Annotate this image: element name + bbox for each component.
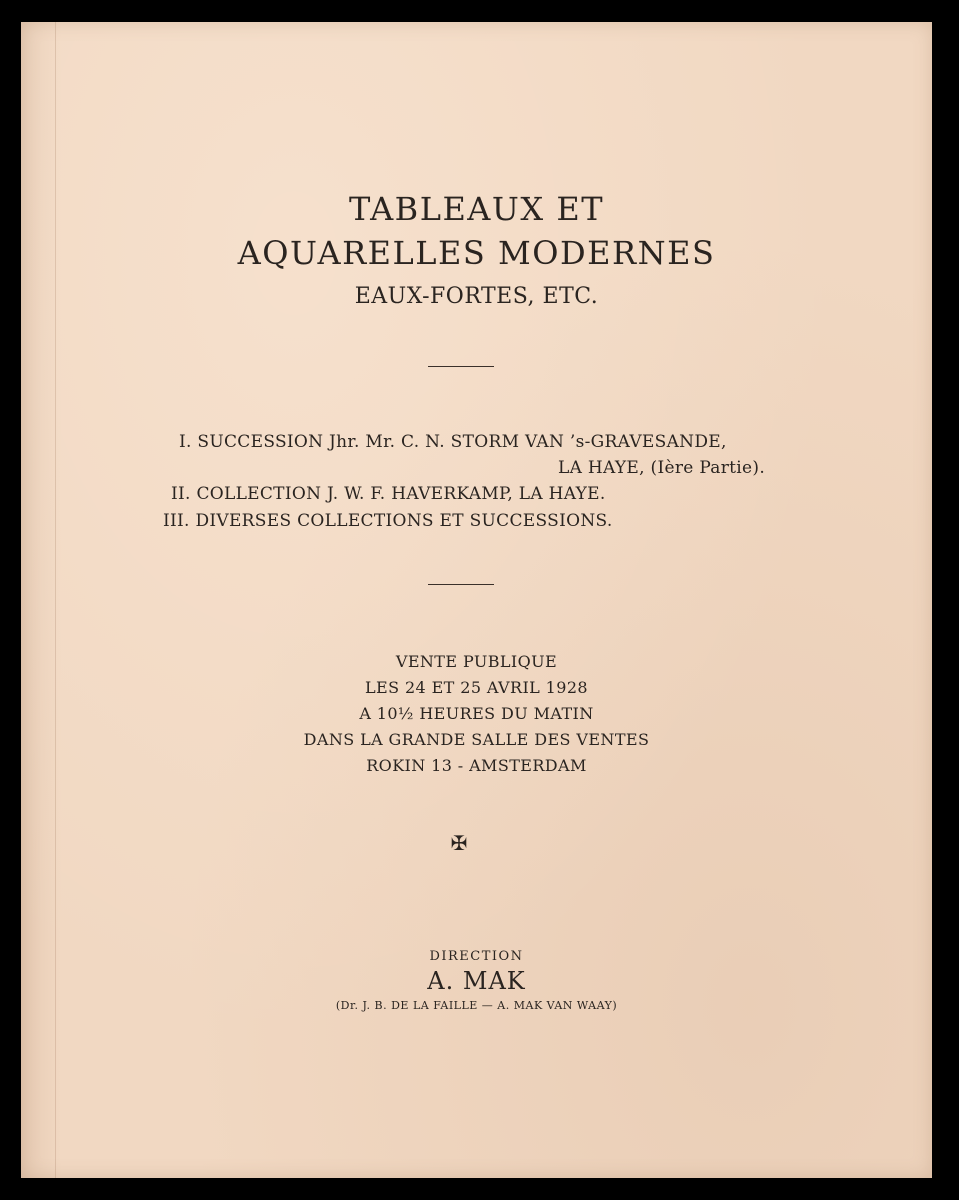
catalogue-cover [21,22,932,1178]
collection-item-1-continued: LA HAYE, (Ière Partie). [558,458,766,478]
sale-time: A 10½ HEURES DU MATIN [359,704,594,723]
title-line-1: TABLEAUX ET [348,190,605,228]
sale-address: ROKIN 13 - AMSTERDAM [366,756,587,775]
direction-label: DIRECTION [429,949,524,964]
title-line-2: AQUARELLES MODERNES [237,234,716,272]
divider-rule-bottom [428,584,494,585]
direction-name: A. MAK [427,967,526,995]
fleuron-ornament-icon: ✠ [450,831,468,855]
sale-dates: LES 24 ET 25 AVRIL 1928 [365,678,588,697]
sale-heading: VENTE PUBLIQUE [395,652,558,671]
subtitle: EAUX-FORTES, ETC. [354,284,599,309]
divider-rule-top [428,366,494,367]
sale-venue: DANS LA GRANDE SALLE DES VENTES [303,730,650,749]
collection-item-1: I. SUCCESSION Jhr. Mr. C. N. STORM VAN ’s-GRAVESANDE, [179,432,727,452]
collection-item-3: III. DIVERSES COLLECTIONS ET SUCCESSIONS. [163,511,613,531]
direction-subtitle: (Dr. J. B. DE LA FAILLE — A. MAK VAN WAAY) [335,999,618,1012]
collection-item-2: II. COLLECTION J. W. F. HAVERKAMP, LA HAYE. [171,484,606,504]
